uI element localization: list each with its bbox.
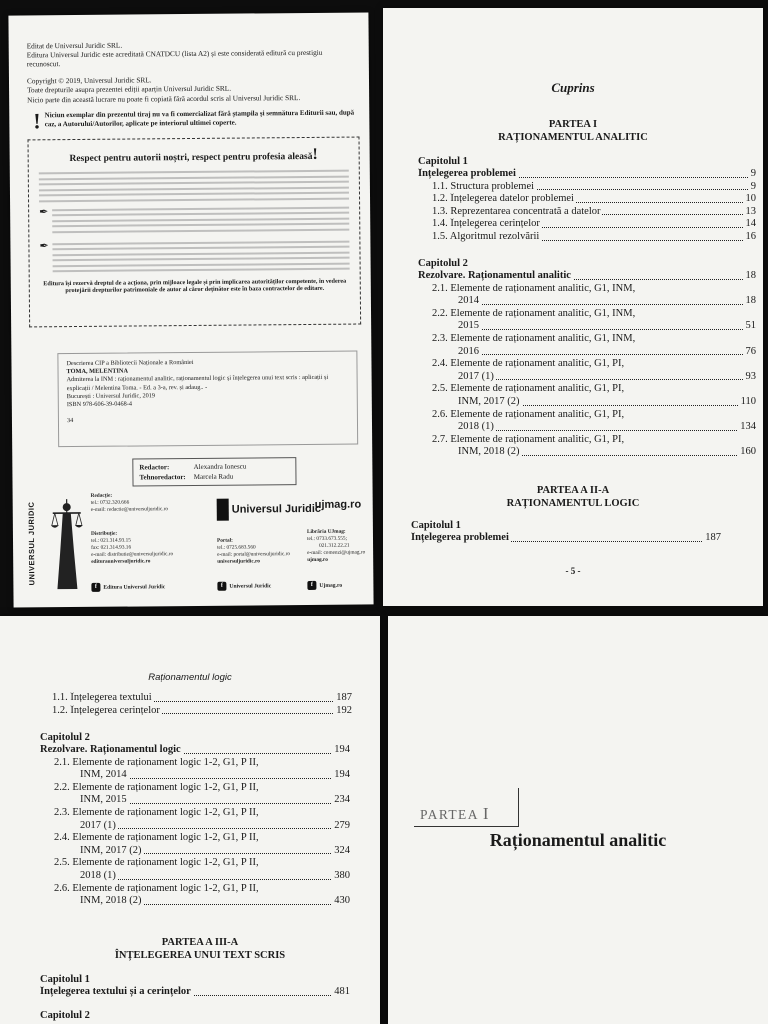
toc-entry xyxy=(418,206,756,219)
toc-entry-page: 110 xyxy=(740,395,756,407)
justice-statue-icon xyxy=(49,493,86,593)
toc-entry-title: 1.3. Reprezentarea concentrată a datelor xyxy=(432,205,601,217)
chapter-label: Capitolul 2 xyxy=(40,732,90,743)
facebook-icon: f xyxy=(307,581,316,590)
portal-contact: Portal: tel.: 0725.683.560 e-mail: portal@universuljuridic.ro universuljuridic.ro xyxy=(216,537,291,565)
toc-entry-page: 16 xyxy=(745,230,756,242)
footer-brand-2: f Universul Juridic xyxy=(217,581,271,590)
toc-entry-title: 2.4. Elemente de raționament analitic, G1, PI, xyxy=(432,358,625,370)
toc-entry-title-cont: 2018 (1) xyxy=(80,869,116,881)
chapter-entries xyxy=(418,270,756,459)
toc-entry-page: 10 xyxy=(745,193,756,205)
toc-entry xyxy=(418,218,756,231)
toc-entry-page: 380 xyxy=(334,869,350,881)
toc-entry xyxy=(418,270,756,283)
toc-entry-title: 2.1. Elemente de raționament logic 1-2, G1, P II, xyxy=(54,756,259,768)
toc-entry-title: 1.4. Înțelegerea cerințelor xyxy=(432,218,540,230)
part-2-title: PARTEA A II-A RAȚIONAMENTUL LOGIC xyxy=(383,484,763,510)
toc-entry xyxy=(40,744,350,757)
toc-entry xyxy=(40,857,350,882)
toc-entry-title: Rezolvare. Raționamentul logic xyxy=(40,744,181,755)
part-3-chapter-2 xyxy=(40,1010,350,1022)
toc-entry-title-cont: 2017 (1) xyxy=(458,370,494,382)
toc-entry-title-cont: 2018 (1) xyxy=(458,421,494,433)
toc-entry-page: 234 xyxy=(334,794,350,806)
toc-entry xyxy=(40,883,350,908)
footer-brand-1: f Editura Universul Juridic xyxy=(91,582,165,592)
toc-entry-title-cont: INM, 2018 (2) xyxy=(80,895,142,907)
part-1-title: PARTEA I RAȚIONAMENTUL ANALITIC xyxy=(383,118,763,144)
toc-entry-title: 2.1. Elemente de raționament analitic, G1, INM, xyxy=(432,282,636,294)
toc-entry-title: 2.6. Elemente de raționament logic 1-2, G1, P II, xyxy=(54,882,259,894)
page-number: - 5 - xyxy=(565,566,581,576)
toc-entry-title-cont: INM, 2014 xyxy=(80,769,127,781)
toc-entry-title-cont: INM, 2017 (2) xyxy=(458,395,520,407)
quill-icon: ✒ xyxy=(39,240,49,253)
part-1-subtitle: RAȚIONAMENTUL ANALITIC xyxy=(498,132,648,144)
toc-entry-page: 134 xyxy=(740,421,756,433)
toc-heading: Cuprins xyxy=(551,80,595,95)
toc-entry-title-cont: INM, 2018 (2) xyxy=(458,446,520,458)
publisher-logos xyxy=(27,488,368,601)
part-title: Raționamentul analitic xyxy=(489,830,667,850)
cip-author: TOMA, MELENTINA xyxy=(66,367,129,376)
chapter-label: Capitolul 2 xyxy=(418,258,468,269)
toc-entry-page: 51 xyxy=(745,320,756,332)
cip-heading: Descrierea CIP a Bibliotecii Naționale a României xyxy=(66,358,194,368)
toc-entry-title: 2.2. Elemente de raționament analitic, G1, INM, xyxy=(432,307,636,319)
publisher-info xyxy=(27,39,358,105)
toc-entry xyxy=(40,782,350,807)
toc-entry xyxy=(418,434,756,459)
part-2-chapter-2 xyxy=(40,732,350,908)
chapter-label: Capitolul 1 xyxy=(40,974,90,985)
universul-juridic-logo: Universul Juridic xyxy=(217,497,321,522)
cip-publisher: București : Universul Juridic, 2019 xyxy=(66,392,156,400)
toc-entry xyxy=(40,757,350,782)
toc-entry xyxy=(418,168,756,181)
toc-continued-page xyxy=(0,616,380,1024)
chapter-entries xyxy=(418,168,756,244)
part-1-chapter-1 xyxy=(418,156,756,244)
colophon-page xyxy=(8,12,373,607)
running-head: Raționamentul logic xyxy=(148,672,232,683)
facebook-icon: f xyxy=(217,582,226,591)
toc-entry-title-cont: INM, 2015 xyxy=(80,794,127,806)
distributie-contact: Distribuție: tel.: 021.314.93.15 fax: 021.314.93.16 e-mail: distributie@universuljuridic.ro editurauniversuljuridic.ro xyxy=(90,530,174,565)
toc-entry-title: 2.2. Elemente de raționament logic 1-2, G1, P II, xyxy=(54,781,259,793)
toc-entry-page: 430 xyxy=(334,895,350,907)
toc-entry xyxy=(40,807,350,832)
toc-entry xyxy=(418,231,756,244)
toc-entry-page: 192 xyxy=(336,704,352,716)
part-2-subtitle: RAȚIONAMENTUL LOGIC xyxy=(506,498,640,510)
toc-entry xyxy=(418,308,756,333)
toc-entry-page: 18 xyxy=(745,295,756,307)
toc-entry-page: 187 xyxy=(336,692,352,703)
copyright-line: Copyright © 2019, Universul Juridic SRL. xyxy=(26,75,152,86)
exclamation-icon: ! xyxy=(33,108,41,134)
toc-entry-title-cont: INM, 2017 (2) xyxy=(80,844,142,856)
part-label: PARTEA I xyxy=(420,804,490,823)
toc-entry xyxy=(418,409,756,434)
cip-box xyxy=(57,351,358,448)
toc-entry-title: 1.5. Algoritmul rezolvării xyxy=(432,230,540,242)
chapter-entries xyxy=(40,744,350,908)
law-paragraph-2 xyxy=(39,237,349,276)
redactie-contact: Redacție: tel.: 0732.320.666 e-mail: redactie@universuljuridic.ro xyxy=(90,492,169,513)
toc-entry xyxy=(52,692,352,705)
toc-entry-title: 2.3. Elemente de raționament logic 1-2, G1, P II, xyxy=(54,806,259,818)
toc-entry-title-cont: 2014 xyxy=(458,295,479,307)
toc-entry-page: 93 xyxy=(745,370,756,382)
toc-entry-page: 279 xyxy=(334,819,350,831)
part-1-chapter-2 xyxy=(418,258,756,459)
sale-warning xyxy=(33,109,358,132)
toc-entry-page: 324 xyxy=(334,844,350,856)
toc-entry xyxy=(418,181,756,194)
toc-entry-title-cont: 2017 (1) xyxy=(80,819,116,831)
toc-entry-title: 1.2. Înțelegerea datelor problemei xyxy=(432,193,574,205)
part-2-chapter-1 xyxy=(411,520,721,545)
toc-entry-page: 14 xyxy=(745,218,756,230)
toc-entry xyxy=(418,333,756,358)
facebook-icon: f xyxy=(91,583,100,592)
toc-entry-page: 194 xyxy=(334,744,350,755)
chapter-label: Capitolul 2 xyxy=(40,1010,90,1021)
toc-entry-title: 2.4. Elemente de raționament logic 1-2, G1, P II, xyxy=(54,832,259,844)
part-3-subtitle: ÎNȚELEGEREA UNUI TEXT SCRIS xyxy=(114,950,286,962)
toc-entry: Înțelegerea problemei 187 xyxy=(411,532,721,543)
part-3-title: PARTEA A III-A ÎNȚELEGEREA UNUI TEXT SCRIS xyxy=(10,936,380,962)
part-title-page xyxy=(388,616,768,1024)
footer-brand-3: f Ujmag.ro xyxy=(307,581,342,590)
chapter-label: Capitolul 1 xyxy=(411,520,461,531)
tech-editor-name: Marcela Radu xyxy=(193,472,234,482)
toc-entry-title: Rezolvare. Raționamentul analitic xyxy=(418,270,571,281)
part-3-chapter-1 xyxy=(40,974,350,999)
toc-entry xyxy=(418,383,756,408)
cip-code: 34 xyxy=(66,417,74,425)
universul-juridic-vertical-logo: UNIVERSUL JURIDIC xyxy=(26,501,37,586)
exclamation-icon: ! xyxy=(312,145,318,163)
quill-icon: ✒ xyxy=(39,206,49,219)
toc-entry-title: 2.5. Elemente de raționament analitic, G1, PI, xyxy=(432,383,625,395)
staff-box: Redactor: Alexandra Ionescu Tehnoredactor: Marcela Radu xyxy=(132,457,296,487)
toc-entry-title: 2.6. Elemente de raționament analitic, G1, PI, xyxy=(432,408,625,420)
toc-entry-page: 18 xyxy=(745,270,756,281)
toc-entry-title: 2.5. Elemente de raționament logic 1-2, G1, P II, xyxy=(54,857,259,869)
chapter-label: Capitolul 1 xyxy=(418,156,468,167)
toc-entry xyxy=(40,832,350,857)
toc-entry-title: 2.3. Elemente de raționament analitic, G1, INM, xyxy=(432,332,636,344)
toc-entry-page: 76 xyxy=(745,345,756,357)
toc-page xyxy=(383,8,763,606)
libraria-contact: Librăria UJmag: tel.: 0733.673.555; 021.312.22.21 e-mail: comenzi@ujmag.ro ujmag.ro xyxy=(306,528,366,563)
toc-entry-page: 194 xyxy=(334,769,350,781)
cip-title: Admiterea la INM : raționamentul analitic, raționamentul logic și înțelegerea unui text scris : aplicații și explicații / Melentina Toma. - Ed. a 3-a, rev. și adaug.. - xyxy=(66,374,329,392)
toc-entry-title: Înțelegerea problemei xyxy=(418,168,516,179)
rights-line: Toate drepturile asupra prezentei ediții aparțin Universul Juridic SRL. xyxy=(27,84,232,95)
accreditation-line: Editura Universul Juridic este acreditată CNATDCU (lista A2) și este considerată editură cu prestigiu recunoscut. xyxy=(26,47,323,69)
toc-entry-title: 1.1. Structura problemei xyxy=(432,180,535,192)
toc-entry xyxy=(418,358,756,383)
toc-entry-page: 13 xyxy=(745,205,756,217)
part-2-chapter-1-entries xyxy=(52,692,352,717)
toc-entry xyxy=(418,193,756,206)
toc-entry-title-cont: 2016 xyxy=(458,345,479,357)
toc-entry-page: 9 xyxy=(750,180,756,192)
illegible-paragraph xyxy=(39,170,349,202)
cip-isbn: ISBN 978-606-39-0468-4 xyxy=(66,400,133,408)
toc-entry-page: 160 xyxy=(740,446,756,458)
toc-entry: Înțelegerea textului și a cerințelor 481 xyxy=(40,986,350,997)
sale-warning-text: Niciun exemplar din prezentul tiraj nu va fi comercializat fără ștampila și semnătura Editurii sau, după caz, a Autorului/Autorilor, aplicate pe interiorul ultimei coperte. xyxy=(44,108,355,129)
editor-name: Alexandra Ionescu xyxy=(193,462,247,471)
rights-reserved: Editura își rezervă dreptul de a acționa, prin mijloace legale și prin implicarea autorităților competente, în vederea protejării drepturilor patrimoniale de autor al căror deținător este în baza contractelor de editare. xyxy=(43,277,347,295)
ujmag-logo: ujmag.ro xyxy=(314,498,362,511)
respect-box xyxy=(28,137,362,328)
no-copy-line: Nicio parte din această lucrare nu poate fi copiată fără acordul scris al Universul Juridic SRL. xyxy=(27,92,301,104)
toc-entry-title: 1.2. Înțelegerea cerințelor xyxy=(52,704,160,716)
respect-title: Respect pentru autorii noștri, respect pentru profesia aleasă! xyxy=(69,145,318,165)
toc-entry-page: 9 xyxy=(750,168,756,179)
toc-entry xyxy=(418,283,756,308)
toc-entry-title: 1.1. Înțelegerea textului xyxy=(52,692,152,703)
law-paragraph-1 xyxy=(39,203,349,237)
editor-line: Editat de Universul Juridic SRL. xyxy=(26,40,123,51)
toc-entry-title-cont: 2015 xyxy=(458,320,479,332)
toc-entry xyxy=(52,705,352,718)
toc-entry-title: 2.7. Elemente de raționament analitic, G1, PI, xyxy=(432,433,625,445)
